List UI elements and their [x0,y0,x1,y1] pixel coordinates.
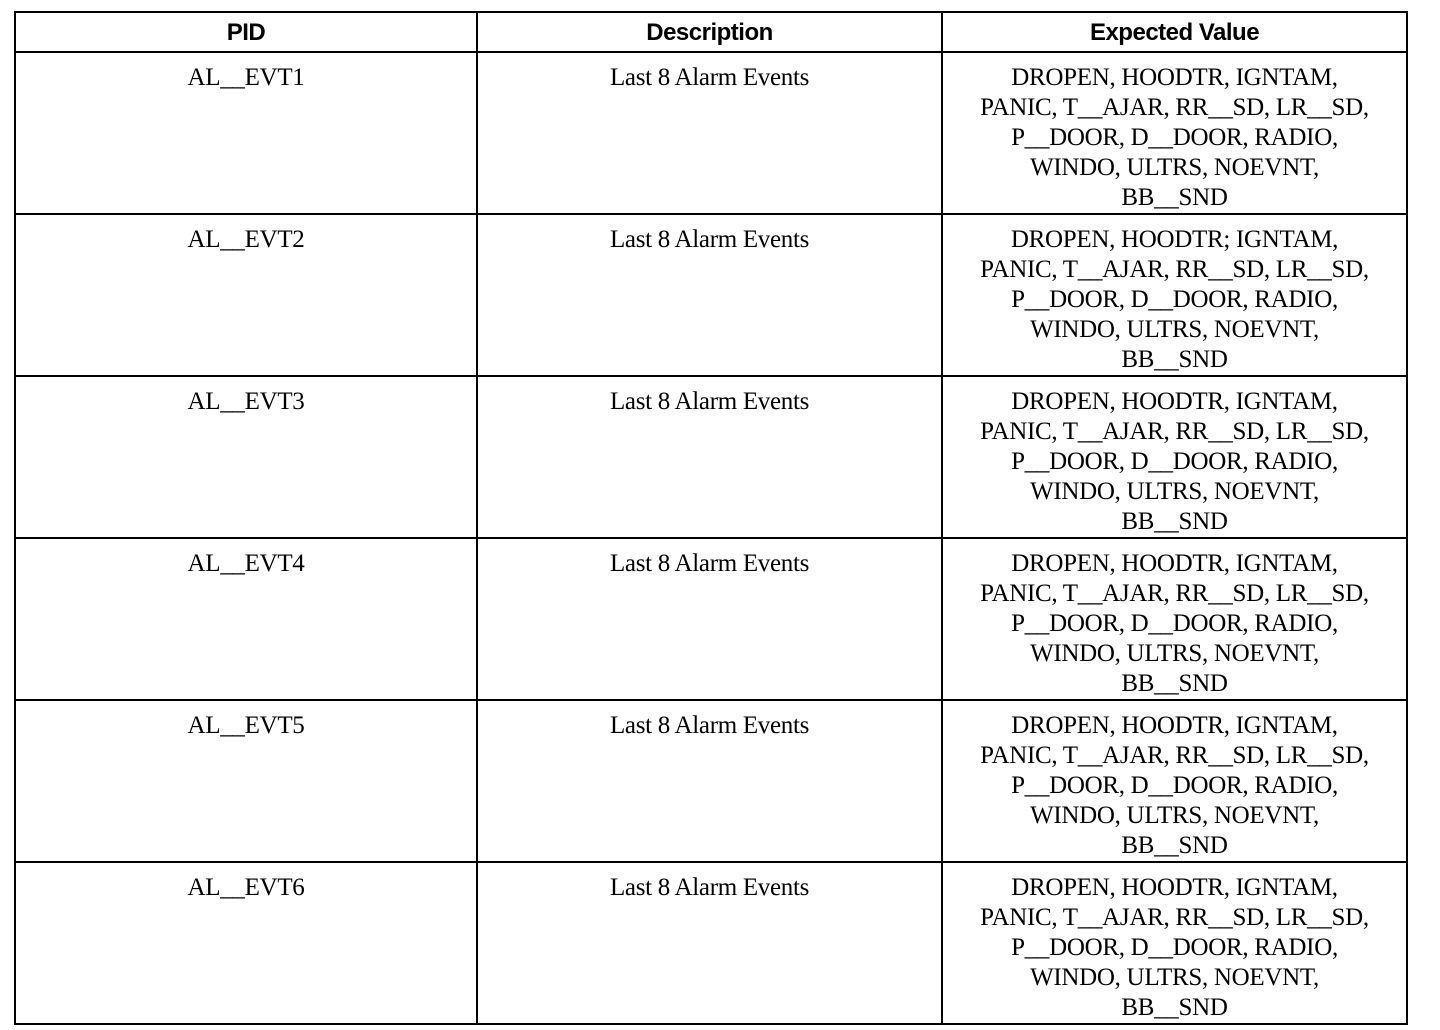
expected-value-cell [942,52,1407,214]
expected-value-cell [942,376,1407,538]
expected-value-line: DROPEN, HOODTR, IGNTAM, [1011,64,1338,91]
expected-value-line: PANIC, T__AJAR, RR__SD, LR__SD, [980,256,1369,283]
expected-value-line: P__DOOR, D__DOOR, RADIO, [1011,934,1338,961]
description-cell: Last 8 Alarm Events [477,376,942,538]
description-cell: Last 8 Alarm Events [477,214,942,376]
pid-table [14,11,1408,1025]
table-header [15,12,1407,52]
expected-value-line: WINDO, ULTRS, NOEVNT, [1030,478,1319,505]
pid-cell: AL__EVT2 [15,214,477,376]
pid-cell: AL__EVT4 [15,538,477,700]
header-pid: PID [15,12,477,52]
expected-value-line: WINDO, ULTRS, NOEVNT, [1030,964,1319,991]
expected-value-line: WINDO, ULTRS, NOEVNT, [1030,640,1319,667]
expected-value-line: BB__SND [1121,994,1228,1021]
expected-value-line: P__DOOR, D__DOOR, RADIO, [1011,772,1338,799]
header-description: Description [477,12,942,52]
expected-value-cell [942,862,1407,1024]
expected-value-line: BB__SND [1121,832,1228,859]
expected-value-line: PANIC, T__AJAR, RR__SD, LR__SD, [980,580,1369,607]
expected-value-line: WINDO, ULTRS, NOEVNT, [1030,802,1319,829]
header-expected-value: Expected Value [942,12,1407,52]
table-body [15,52,1407,1024]
expected-value-line: PANIC, T__AJAR, RR__SD, LR__SD, [980,904,1369,931]
expected-value-line: P__DOOR, D__DOOR, RADIO, [1011,610,1338,637]
expected-value-line: DROPEN, HOODTR, IGNTAM, [1011,550,1338,577]
expected-value-line: WINDO, ULTRS, NOEVNT, [1030,154,1319,181]
table-row [15,376,1407,538]
expected-value-line: DROPEN, HOODTR, IGNTAM, [1011,388,1338,415]
expected-value-line: BB__SND [1121,670,1228,697]
table-row [15,700,1407,862]
expected-value-line: DROPEN, HOODTR; IGNTAM, [1010,226,1339,253]
pid-cell: AL__EVT3 [15,376,477,538]
table-row [15,538,1407,700]
expected-value-line: BB__SND [1121,508,1228,535]
expected-value-line: P__DOOR, D__DOOR, RADIO, [1011,124,1338,151]
table-row [15,214,1407,376]
expected-value-line: BB__SND [1121,346,1228,373]
description-cell: Last 8 Alarm Events [477,538,942,700]
expected-value-line: P__DOOR, D__DOOR, RADIO, [1011,448,1338,475]
header-row [15,12,1407,52]
expected-value-line: DROPEN, HOODTR, IGNTAM, [1011,712,1338,739]
description-cell: Last 8 Alarm Events [477,700,942,862]
pid-cell: AL__EVT6 [15,862,477,1024]
description-cell: Last 8 Alarm Events [477,862,942,1024]
expected-value-line: PANIC, T__AJAR, RR__SD, LR__SD, [980,418,1369,445]
table-row [15,862,1407,1024]
expected-value-line: PANIC, T__AJAR, RR__SD, LR__SD, [980,742,1369,769]
description-cell: Last 8 Alarm Events [477,52,942,214]
pid-cell: AL__EVT5 [15,700,477,862]
expected-value-cell [942,700,1407,862]
expected-value-cell [942,214,1407,376]
expected-value-line: BB__SND [1121,184,1228,211]
expected-value-line: DROPEN, HOODTR, IGNTAM, [1011,874,1338,901]
table-row [15,52,1407,214]
expected-value-line: WINDO, ULTRS, NOEVNT, [1030,316,1319,343]
expected-value-line: PANIC, T__AJAR, RR__SD, LR__SD, [980,94,1369,121]
pid-cell: AL__EVT1 [15,52,477,214]
expected-value-line: P__DOOR, D__DOOR, RADIO, [1011,286,1338,313]
expected-value-cell [942,538,1407,700]
